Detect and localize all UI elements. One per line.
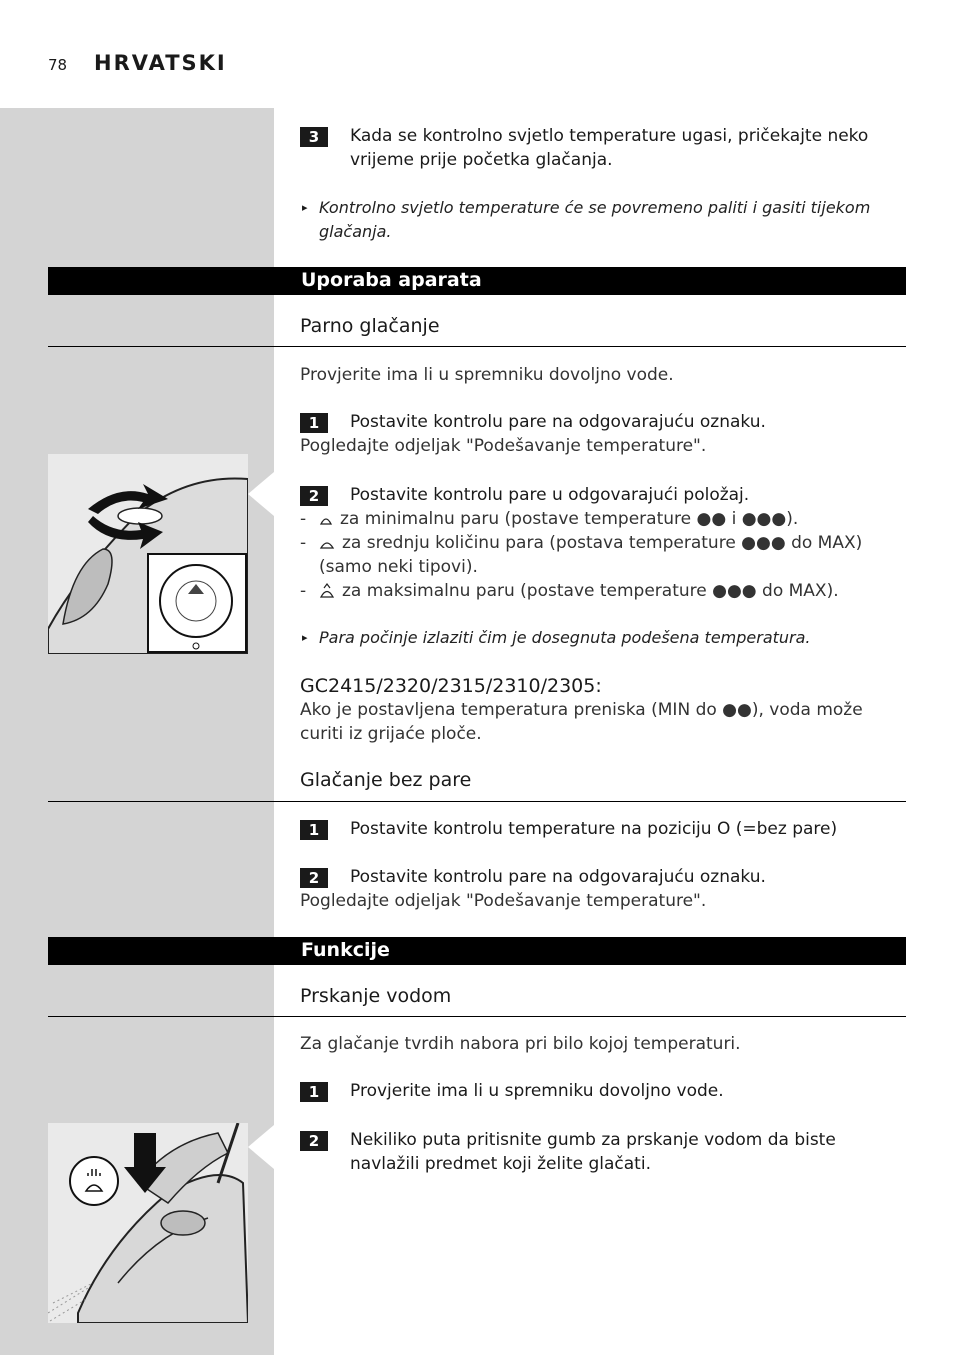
paragraph: Ako je postavljena temperatura preniska (MIN do ●●), voda može — [300, 700, 863, 720]
step-text: vrijeme prije početka glačanja. — [350, 150, 613, 170]
subsection-title: Parno glačanje — [300, 315, 440, 337]
language-heading: HRVATSKI — [94, 51, 227, 75]
paragraph: curiti iz grijaće ploče. — [300, 724, 482, 744]
step-number: 2 — [300, 1131, 328, 1151]
bullet-dash: - — [300, 509, 307, 529]
section-bar — [48, 267, 906, 295]
step-text: navlažili predmet koji želite glačati. — [350, 1154, 651, 1174]
note-text: Para počinje izlaziti čim je dosegnuta podešena temperatura. — [319, 628, 811, 647]
paragraph: Za glačanje tvrdih nabora pri bilo kojoj temperaturi. — [300, 1034, 741, 1054]
step-text: Postavite kontrolu pare na odgovarajuću oznaku. — [350, 412, 766, 432]
paragraph: Provjerite ima li u spremniku dovoljno vode. — [300, 365, 674, 385]
illustration-pointer — [248, 472, 274, 516]
min-steam-icon — [319, 514, 333, 526]
step-note: Pogledajte odjeljak "Podešavanje temperature". — [300, 891, 707, 911]
section-bar — [48, 937, 906, 965]
iron-spray-button-icon — [48, 1123, 248, 1323]
divider — [48, 801, 906, 802]
step-number: 1 — [300, 820, 328, 840]
step-text: Kada se kontrolno svjetlo temperature ugasi, pričekajte neko — [350, 126, 869, 146]
step-number: 3 — [300, 127, 328, 147]
max-steam-icon — [319, 583, 335, 599]
note-arrow-icon: ▸ — [302, 631, 308, 644]
section-title: Uporaba aparata — [301, 269, 482, 291]
bullet-dash: - — [300, 533, 307, 553]
model-heading: GC2415/2320/2315/2310/2305: — [300, 675, 602, 697]
page-number: 78 — [48, 56, 68, 74]
step-number: 1 — [300, 1082, 328, 1102]
step-number: 2 — [300, 486, 328, 506]
note-text: glačanja. — [319, 222, 392, 241]
note-arrow-icon: ▸ — [302, 201, 308, 214]
step-number: 1 — [300, 413, 328, 433]
bullet-text: za maksimalnu paru (postave temperature ●●● do MAX). — [342, 581, 839, 601]
step-text: Postavite kontrolu temperature na poziciju O (=bez pare) — [350, 819, 838, 839]
step-number: 2 — [300, 868, 328, 888]
illustration-pointer — [248, 1125, 274, 1169]
iron-steam-dial-icon — [48, 454, 248, 654]
bullet-text: (samo neki tipovi). — [319, 557, 478, 577]
step-note: Pogledajte odjeljak "Podešavanje temperature". — [300, 436, 707, 456]
subsection-title: Prskanje vodom — [300, 985, 452, 1007]
subsection-title: Glačanje bez pare — [300, 769, 472, 791]
step-text: Postavite kontrolu pare na odgovarajuću oznaku. — [350, 867, 766, 887]
step-text: Nekiliko puta pritisnite gumb za prskanje vodom da biste — [350, 1130, 836, 1150]
step-text: Postavite kontrolu pare u odgovarajući položaj. — [350, 485, 750, 505]
step-text: Provjerite ima li u spremniku dovoljno vode. — [350, 1081, 724, 1101]
bullet-text: za minimalnu paru (postave temperature ●● i ●●●). — [340, 509, 799, 529]
bullet-text: za srednju količinu para (postava temperature ●●● do MAX) — [342, 533, 863, 553]
bullet-dash: - — [300, 581, 307, 601]
divider — [48, 346, 906, 347]
steam-control-illustration — [48, 454, 248, 654]
medium-steam-icon — [319, 538, 335, 550]
note-text: Kontrolno svjetlo temperature će se povremeno paliti i gasiti tijekom — [319, 198, 871, 217]
section-title: Funkcije — [301, 939, 390, 961]
spray-illustration — [48, 1123, 248, 1323]
divider — [48, 1016, 906, 1017]
